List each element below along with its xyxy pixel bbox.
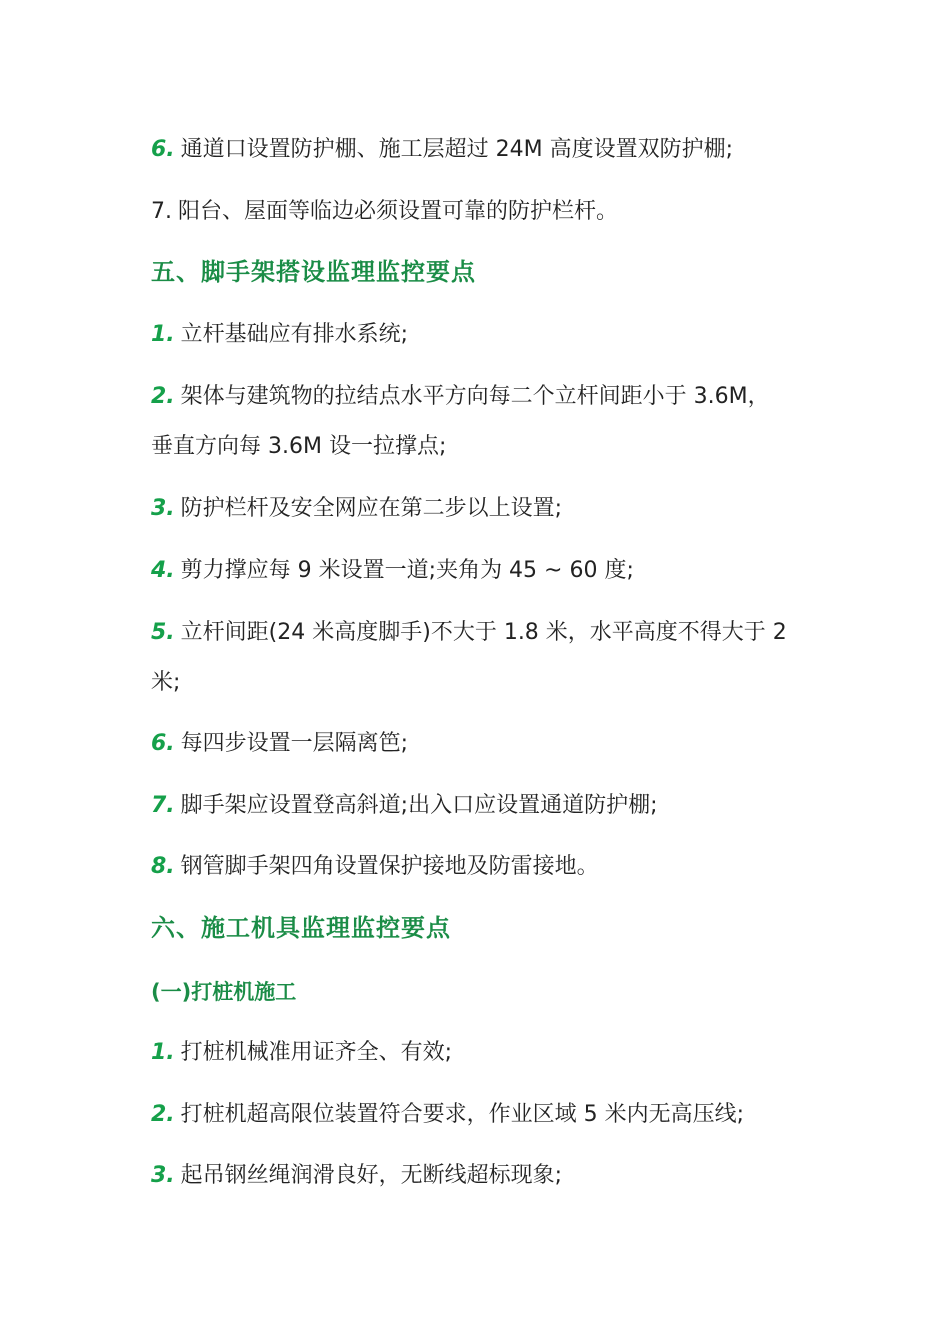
item-text: 架体与建筑物的拉结点水平方向每二个立杆间距小于 3.6M， — [180, 384, 770, 409]
item-number: 7. — [151, 793, 175, 818]
list-item — [151, 731, 811, 757]
item-number: 6. — [151, 731, 175, 756]
item-text: 打桩机械准用证齐全、有效; — [180, 1040, 453, 1065]
item-number: 1. — [151, 322, 175, 347]
list-item — [151, 854, 811, 880]
list-item-continuation: 垂直方向每 3.6M 设一拉撑点; — [151, 434, 447, 459]
list-item — [151, 384, 811, 410]
item-text: 每四步设置一层隔离笆; — [180, 731, 409, 756]
item-text: 通道口设置防护棚、施工层超过 24M 高度设置双防护棚; — [180, 137, 734, 162]
item-text: 防护栏杆及安全网应在第二步以上设置; — [180, 496, 563, 521]
item-number: 5. — [151, 620, 175, 645]
item-number: 8. — [151, 854, 175, 879]
list-item — [151, 793, 811, 819]
item-number: 2. — [151, 1102, 175, 1127]
item-text: 剪力撑应每 9 米设置一道;夹角为 45 ~ 60 度; — [180, 558, 634, 583]
sub-heading: (一)打桩机施工 — [151, 980, 297, 1004]
list-item — [151, 199, 811, 225]
list-item — [151, 1102, 811, 1128]
item-number: 1. — [151, 1040, 175, 1065]
item-number: 3. — [151, 1163, 175, 1188]
item-number: 2. — [151, 384, 175, 409]
section-heading: 五、脚手架搭设监理监控要点 — [151, 258, 476, 286]
list-item — [151, 496, 811, 522]
list-item — [151, 1163, 811, 1189]
item-number: 4. — [151, 558, 175, 583]
item-text: 打桩机超高限位装置符合要求，作业区域 5 米内无高压线; — [180, 1102, 745, 1127]
item-text: 起吊钢丝绳润滑良好，无断线超标现象; — [180, 1163, 563, 1188]
list-item-continuation: 米; — [151, 670, 181, 695]
item-number: 7. — [151, 199, 172, 224]
item-number: 6. — [151, 137, 175, 162]
item-text: 阳台、屋面等临边必须设置可靠的防护栏杆。 — [178, 199, 619, 224]
list-item — [151, 620, 811, 646]
item-text: 立杆间距(24 米高度脚手)不大于 1.8 米，水平高度不得大于 2 — [180, 620, 787, 645]
item-text: 钢管脚手架四角设置保护接地及防雷接地。 — [180, 854, 599, 879]
list-item — [151, 137, 811, 163]
item-text: 立杆基础应有排水系统; — [180, 322, 409, 347]
item-text: 脚手架应设置登高斜道;出入口应设置通道防护棚; — [180, 793, 658, 818]
list-item — [151, 322, 811, 348]
list-item — [151, 558, 811, 584]
list-item — [151, 1040, 811, 1066]
section-heading: 六、施工机具监理监控要点 — [151, 914, 451, 942]
item-number: 3. — [151, 496, 175, 521]
